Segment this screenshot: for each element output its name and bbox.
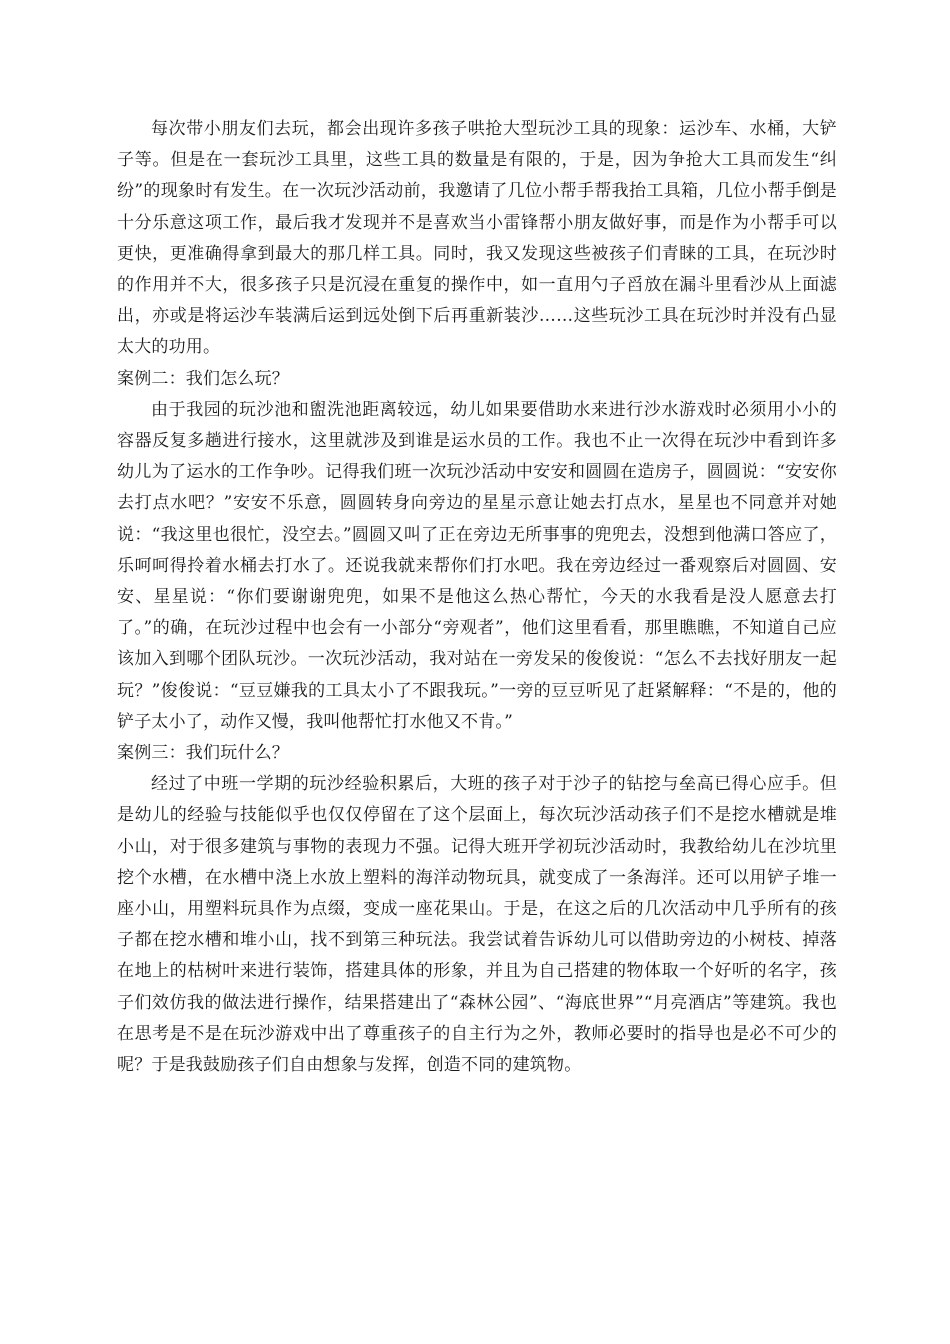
paragraph-case-3-text: 经过了中班一学期的玩沙经验积累后，大班的孩子对于沙子的钻挖与垒高已得心应手。但是幼儿的经验与技能似乎也仅仅停留在了这个层面上，每次玩沙活动孩子们不是挖水槽就是堆小山，对于很多建筑与事物的表现力不强。记得大班开学初玩沙活动时，我教给幼儿在沙坑里挖个水槽，在水槽中浇上水放上塑料的海洋动物玩具，就变成了一条海洋。还可以用铲子堆一座小山，用塑料玩具作为点缀，变成一座花果山。于是，在这之后的几次活动中几乎所有的孩子都在挖水槽和堆小山，找不到第三种玩法。我尝试着告诉幼儿可以借助旁边的小树枝、掉落在地上的枯树叶来进行装饰，搭建具体的形象，并且为自己搭建的物体取一个好听的名字，孩子们效仿我的做法进行操作，结果搭建出了“森林公园”、“海底世界”“月亮酒店”等建筑。我也在思考是不是在玩沙游戏中出了尊重孩子的自主行为之外，教师必要时的指导也是必不可少的呢？于是我鼓励孩子们自由想象与发挥，创造不同的建筑物。 [117,774,837,1076]
document-body [117,114,837,1081]
heading-case-3: 案例三：我们玩什么？ [117,743,289,764]
paragraph-case-2-text: 由于我园的玩沙池和盥洗池距离较远，幼儿如果要借助水来进行沙水游戏时必须用小小的容器反复多趟进行接水，这里就涉及到谁是运水员的工作。我也不止一次得在玩沙中看到许多幼儿为了运水的工作争吵。记得我们班一次玩沙活动中安安和圆圆在造房子，圆圆说：“安安你去打点水吧？”安安不乐意，圆圆转身向旁边的星星示意让她去打点水，星星也不同意并对她说：“我这里也很忙，没空去。”圆圆又叫了正在旁边无所事事的兜兜去，没想到他满口答应了，乐呵呵得拎着水桶去打水了。还说我就来帮你们打水吧。我在旁边经过一番观察后对圆圆、安安、星星说：“你们要谢谢兜兜，如果不是他这么热心帮忙，今天的水我看是没人愿意去打了。”的确，在玩沙过程中也会有一小部分“旁观者”，他们这里看看，那里瞧瞧，不知道自己应该加入到哪个团队玩沙。一次玩沙活动，我对站在一旁发呆的俊俊说：“怎么不去找好朋友一起玩？”俊俊说：“豆豆嫌我的工具太小了不跟我玩。”一旁的豆豆听见了赶紧解释：“不是的，他的铲子太小了，动作又慢，我叫他帮忙打水他又不肯。” [117,399,837,732]
paragraph-case-1-text: 每次带小朋友们去玩，都会出现许多孩子哄抢大型玩沙工具的现象：运沙车、水桶，大铲子等。但是在一套玩沙工具里，这些工具的数量是有限的，于是，因为争抢大工具而发生“纠纷”的现象时有发生。在一次玩沙活动前，我邀请了几位小帮手帮我抬工具箱，几位小帮手倒是十分乐意这项工作，最后我才发现并不是喜欢当小雷锋帮小朋友做好事，而是作为小帮手可以更快，更准确得拿到最大的那几样工具。同时，我又发现这些被孩子们青睐的工具，在玩沙时的作用并不大，很多孩子只是沉浸在重复的操作中，如一直用勺子舀放在漏斗里看沙从上面滤出，亦或是将运沙车装满后运到远处倒下后再重新装沙……这些玩沙工具在玩沙时并没有凸显太大的功用。 [117,119,837,358]
heading-case-2: 案例二：我们怎么玩？ [117,368,289,389]
